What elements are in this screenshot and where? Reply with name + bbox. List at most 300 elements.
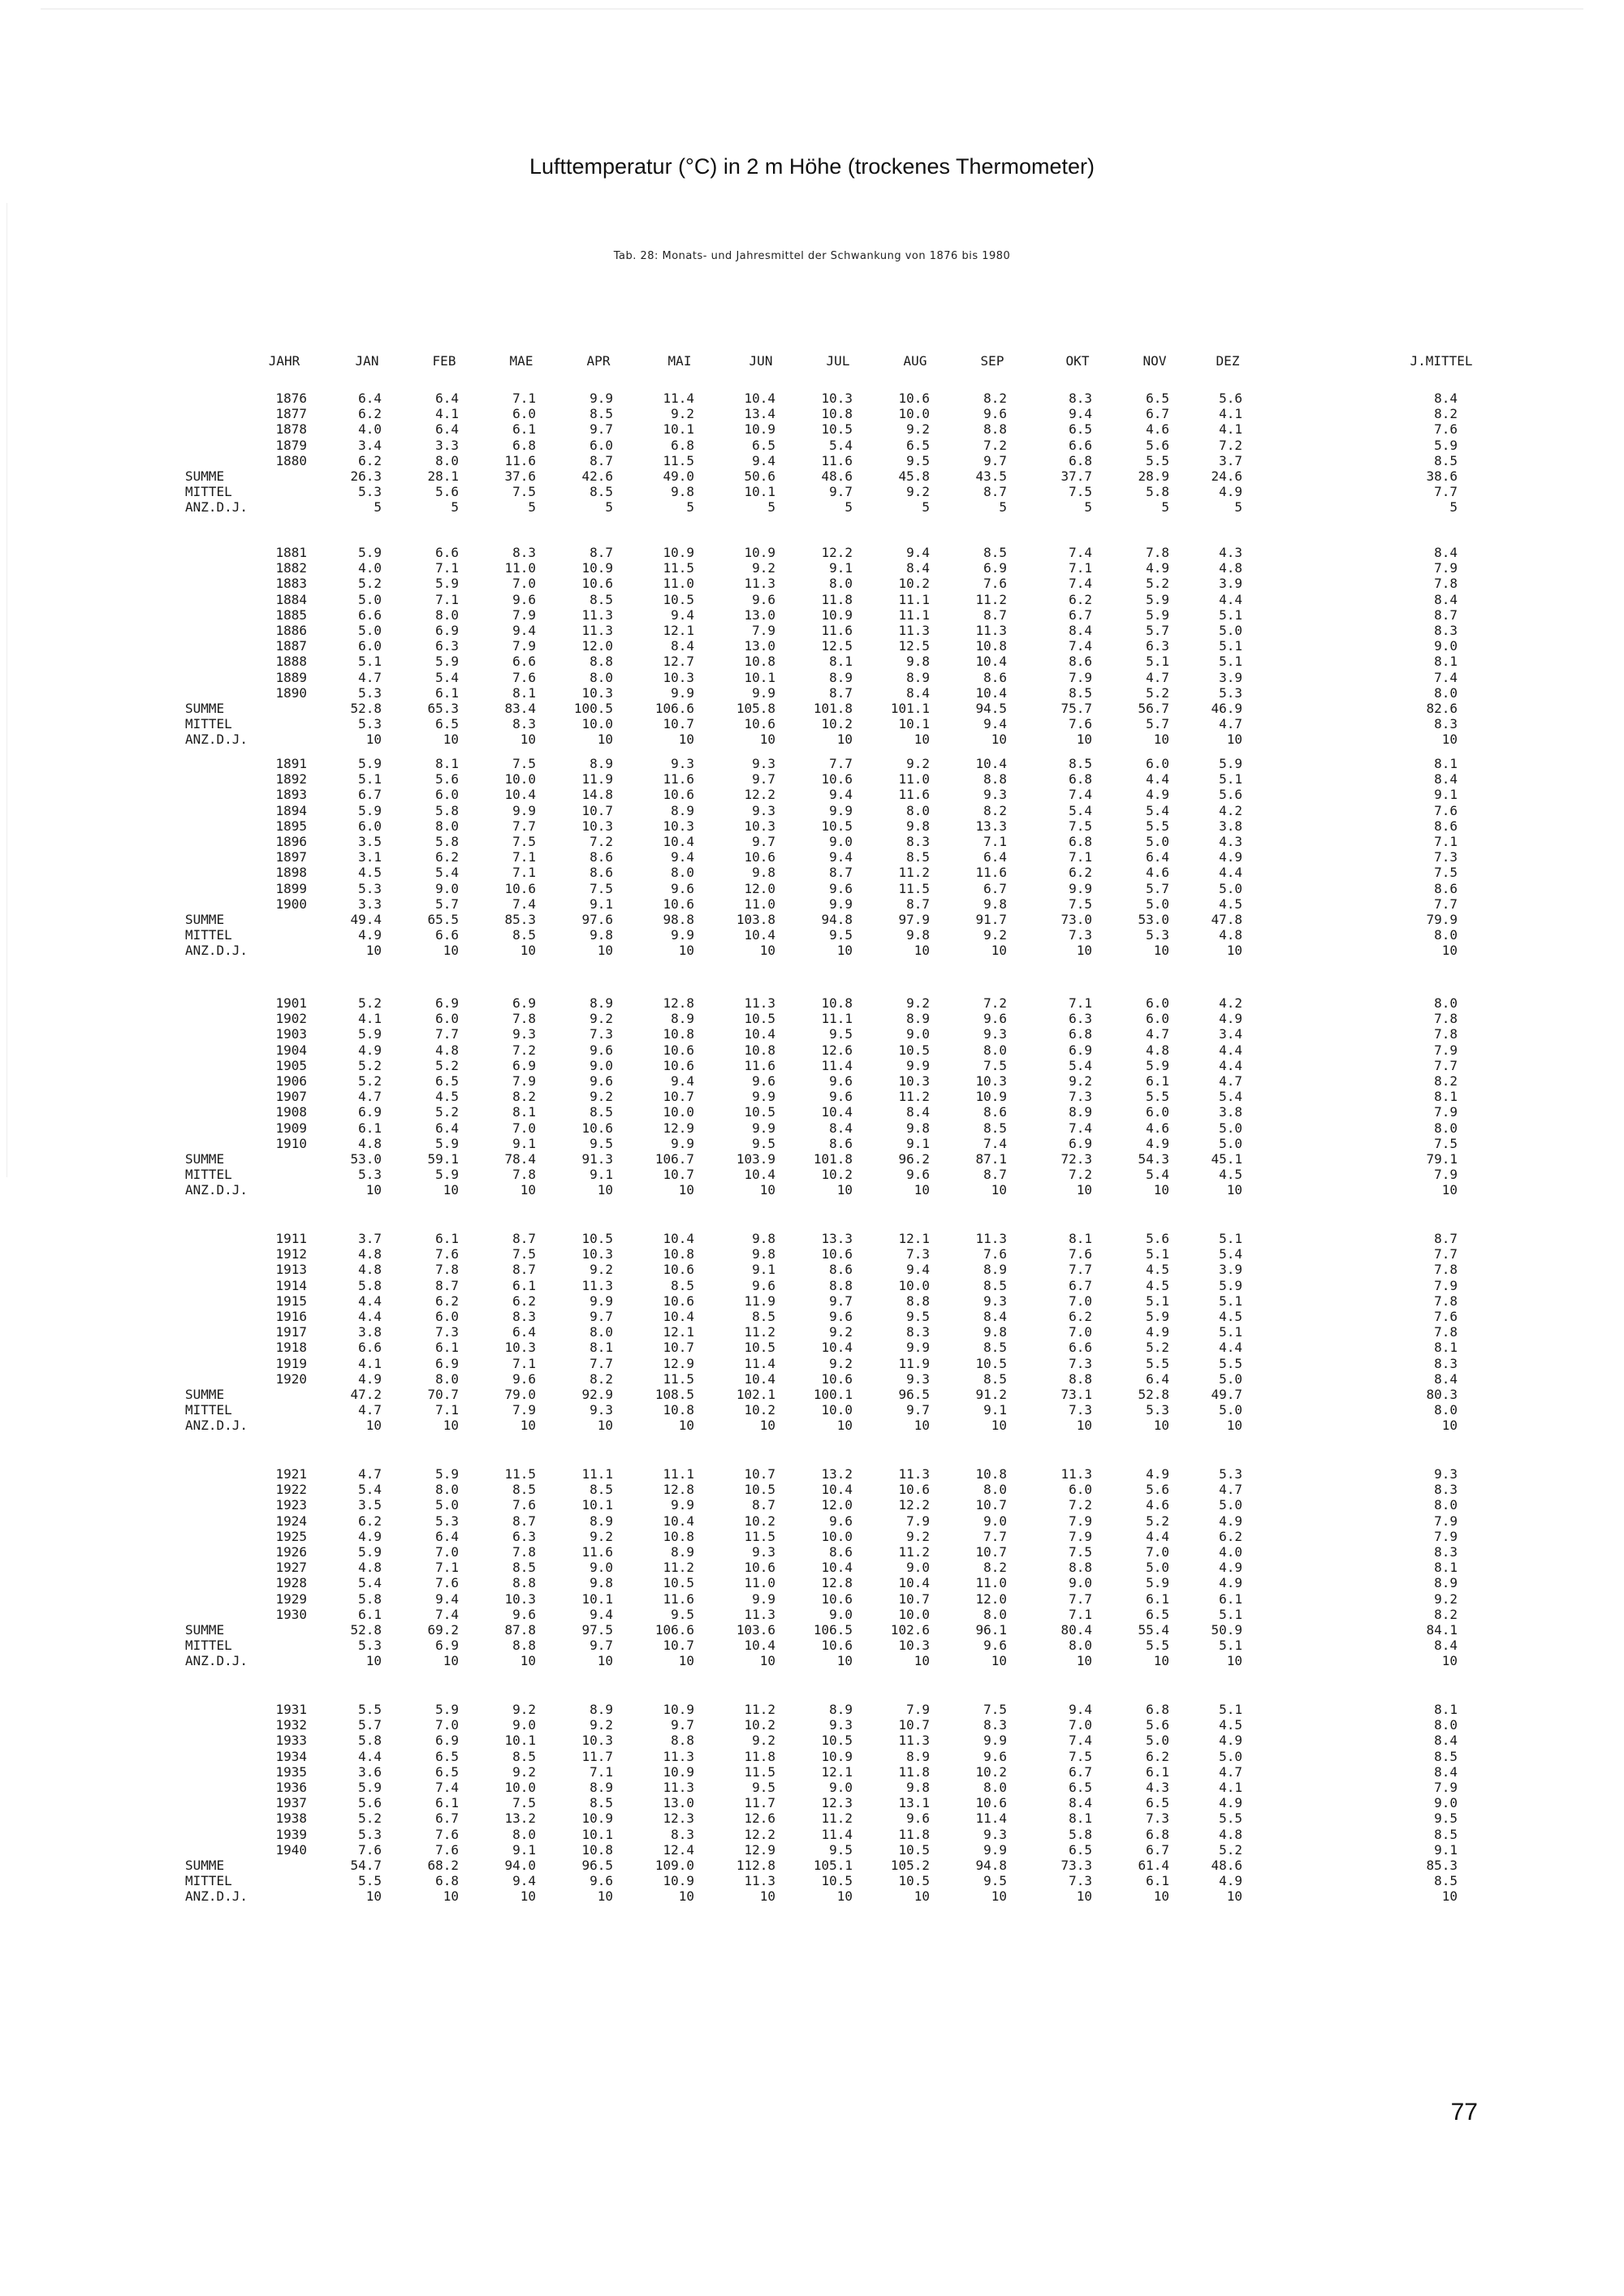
- month-value: 8.7: [590, 545, 613, 560]
- month-value: 5.9: [1146, 591, 1169, 607]
- month-value: 7.0: [435, 1544, 459, 1560]
- month-value: 7.1: [1069, 560, 1092, 576]
- month-value: 10.5: [663, 591, 694, 607]
- month-value: 8.9: [590, 995, 613, 1011]
- month-value: 8.5: [590, 1482, 613, 1498]
- month-value: 6.3: [1146, 638, 1169, 654]
- month-value: 6.7: [1069, 1763, 1092, 1780]
- table-row: [0, 544, 1624, 561]
- table-row: [0, 1103, 1624, 1120]
- month-value: 8.0: [590, 1324, 613, 1340]
- month-value: 3.4: [1219, 1026, 1242, 1042]
- month-value: 52.8: [350, 1622, 382, 1638]
- month-value: 3.5: [358, 1497, 382, 1513]
- month-value: 11.2: [663, 1560, 694, 1576]
- month-value: 5.2: [358, 1057, 382, 1073]
- month-value: 7.3: [1069, 1355, 1092, 1371]
- month-value: 7.1: [512, 1355, 536, 1371]
- month-value: 5.8: [435, 834, 459, 849]
- month-value: 11.5: [744, 1763, 775, 1780]
- year-cell: 1879: [275, 437, 307, 453]
- month-value: 11.2: [744, 1324, 775, 1340]
- month-value: 9.5: [829, 1026, 853, 1042]
- month-value: 7.5: [512, 1795, 536, 1811]
- month-value: 8.5: [590, 484, 613, 500]
- month-value: 6.4: [1146, 1370, 1169, 1387]
- month-value: 4.9: [1219, 1873, 1242, 1889]
- month-value: 4.1: [435, 406, 459, 422]
- month-value: 10.7: [663, 1167, 694, 1183]
- month-value: 7.6: [435, 1841, 459, 1858]
- month-value: 9.8: [752, 865, 775, 881]
- month-value: 9.3: [752, 756, 775, 771]
- month-value: 37.7: [1060, 468, 1092, 484]
- month-value: 12.3: [663, 1810, 694, 1827]
- month-value: 7.7: [829, 756, 853, 771]
- month-value: 4.8: [358, 1246, 382, 1262]
- annual-mean-value: 8.4: [1434, 391, 1458, 406]
- month-value: 9.4: [512, 623, 536, 638]
- month-value: 49.7: [1211, 1387, 1242, 1402]
- month-value: 12.5: [821, 638, 853, 654]
- month-value: 10: [443, 732, 459, 748]
- month-value: 10.6: [663, 1262, 694, 1278]
- month-value: 6.5: [1069, 1841, 1092, 1858]
- table-row: [0, 848, 1624, 865]
- month-value: 4.4: [1219, 865, 1242, 881]
- month-value: 53.0: [1138, 912, 1169, 927]
- month-value: 7.1: [1069, 995, 1092, 1011]
- month-value: 11.2: [975, 591, 1007, 607]
- month-value: 7.0: [435, 1717, 459, 1733]
- month-value: 8.8: [512, 1638, 536, 1654]
- annual-mean-value: 9.0: [1434, 1795, 1458, 1811]
- month-value: 10.3: [744, 818, 775, 834]
- month-value: 11.3: [663, 1748, 694, 1764]
- month-value: 7.4: [983, 1135, 1007, 1151]
- month-value: 10: [1076, 1888, 1092, 1905]
- month-value: 10: [1226, 1418, 1242, 1434]
- month-value: 9.1: [512, 1841, 536, 1858]
- month-value: 49.4: [350, 912, 382, 927]
- month-value: 5.9: [435, 1702, 459, 1717]
- month-value: 9.9: [752, 1120, 775, 1136]
- month-value: 9.0: [906, 1026, 930, 1042]
- month-value: 10: [520, 1653, 536, 1669]
- month-value: 7.4: [1069, 576, 1092, 592]
- year-cell: 1924: [275, 1513, 307, 1529]
- month-value: 7.5: [983, 1057, 1007, 1073]
- month-value: 10: [1076, 1418, 1092, 1434]
- month-value: 7.7: [983, 1528, 1007, 1544]
- table-row: [0, 1794, 1624, 1811]
- month-value: 10.6: [663, 896, 694, 912]
- month-value: 5.0: [358, 591, 382, 607]
- annual-mean-value: 8.7: [1434, 606, 1458, 623]
- month-value: 13.0: [663, 1795, 694, 1811]
- month-value: 100.5: [573, 701, 613, 716]
- month-value: 5.1: [1219, 1324, 1242, 1340]
- annual-mean-value: 8.1: [1434, 756, 1458, 771]
- table-row: [0, 1261, 1624, 1278]
- annual-mean-value: 8.3: [1434, 716, 1458, 732]
- month-value: 11.1: [663, 1466, 694, 1482]
- table-row: [0, 1481, 1624, 1498]
- year-cell: 1878: [275, 421, 307, 438]
- month-value: 12.5: [898, 638, 930, 654]
- month-value: 9.7: [671, 1717, 694, 1733]
- month-value: 7.8: [512, 1011, 536, 1027]
- month-value: 96.5: [581, 1858, 613, 1873]
- month-value: 5.9: [1146, 1575, 1169, 1591]
- month-value: 4.2: [1219, 995, 1242, 1011]
- month-value: 5.3: [435, 1513, 459, 1529]
- sum-row: [0, 1621, 1624, 1638]
- annual-mean-value: 8.4: [1434, 1733, 1458, 1749]
- month-value: 7.1: [1069, 849, 1092, 865]
- month-value: 6.1: [435, 1795, 459, 1811]
- month-value: 10.5: [821, 421, 853, 438]
- annual-mean-value: 10: [1441, 732, 1458, 748]
- month-value: 8.7: [983, 1167, 1007, 1183]
- month-value: 7.4: [1069, 787, 1092, 803]
- month-value: 5.3: [358, 716, 382, 732]
- annual-mean-value: 7.9: [1434, 1528, 1458, 1544]
- month-value: 10.4: [663, 1513, 694, 1529]
- month-value: 5.5: [358, 1702, 382, 1717]
- month-value: 10.4: [744, 1370, 775, 1387]
- month-value: 105.8: [736, 701, 775, 716]
- month-value: 105.2: [890, 1858, 930, 1873]
- month-value: 10.8: [663, 1402, 694, 1418]
- year-cell: 1876: [275, 391, 307, 406]
- month-value: 10: [991, 732, 1007, 748]
- annual-mean-value: 79.9: [1426, 912, 1458, 927]
- month-value: 6.4: [435, 421, 459, 438]
- table-row: [0, 1528, 1624, 1545]
- month-value: 4.8: [358, 1262, 382, 1278]
- month-value: 10.9: [663, 1763, 694, 1780]
- month-value: 10.1: [581, 1826, 613, 1842]
- month-value: 4.1: [1219, 421, 1242, 438]
- month-value: 10.6: [504, 880, 536, 896]
- month-value: 8.5: [983, 1370, 1007, 1387]
- month-value: 12.3: [821, 1795, 853, 1811]
- month-value: 8.0: [435, 452, 459, 468]
- table-row: [0, 390, 1624, 407]
- month-value: 6.9: [435, 1638, 459, 1654]
- month-value: 10: [1076, 943, 1092, 959]
- month-value: 6.8: [435, 1873, 459, 1889]
- month-value: 6.1: [435, 1340, 459, 1356]
- annual-mean-value: 8.1: [1434, 1340, 1458, 1356]
- month-value: 10.3: [504, 1340, 536, 1356]
- month-value: 9.8: [752, 1231, 775, 1246]
- month-value: 7.1: [435, 591, 459, 607]
- month-value: 5.9: [435, 576, 459, 592]
- month-value: 10.2: [744, 1717, 775, 1733]
- month-value: 6.1: [512, 421, 536, 438]
- month-value: 8.0: [983, 1042, 1007, 1058]
- month-value: 10.4: [975, 654, 1007, 670]
- table-row: [0, 896, 1624, 913]
- month-value: 10: [1153, 732, 1169, 748]
- month-value: 11.3: [744, 1606, 775, 1622]
- table-row: [0, 770, 1624, 788]
- month-value: 48.6: [821, 468, 853, 484]
- table-row: [0, 864, 1624, 881]
- column-header: FEB: [432, 353, 456, 369]
- year-cell: 1900: [275, 896, 307, 912]
- month-value: 10: [443, 1653, 459, 1669]
- month-value: 9.2: [752, 560, 775, 576]
- month-value: 6.7: [1069, 606, 1092, 623]
- month-value: 10.3: [581, 1733, 613, 1749]
- month-value: 8.3: [512, 545, 536, 560]
- month-value: 11.4: [975, 1810, 1007, 1827]
- month-value: 7.3: [1069, 1402, 1092, 1418]
- table-row: [0, 653, 1624, 670]
- month-value: 8.3: [512, 1309, 536, 1324]
- month-value: 7.2: [983, 995, 1007, 1011]
- month-value: 97.5: [581, 1622, 613, 1638]
- month-value: 11.6: [821, 623, 853, 638]
- month-value: 11.8: [744, 1748, 775, 1764]
- month-value: 5.1: [1219, 654, 1242, 670]
- month-value: 42.6: [581, 468, 613, 484]
- month-value: 7.5: [1069, 896, 1092, 912]
- month-value: 9.2: [906, 756, 930, 771]
- year-cell: 1927: [275, 1560, 307, 1576]
- month-value: 8.4: [671, 638, 694, 654]
- mean-row-label: MITTEL: [185, 927, 232, 943]
- month-value: 5.0: [1219, 1370, 1242, 1387]
- month-value: 83.4: [504, 701, 536, 716]
- month-value: 8.7: [435, 1277, 459, 1293]
- annual-mean-value: 8.3: [1434, 1355, 1458, 1371]
- month-value: 105.1: [813, 1858, 853, 1873]
- month-value: 5.6: [1146, 1717, 1169, 1733]
- year-cell: 1912: [275, 1246, 307, 1262]
- month-value: 4.4: [1219, 1057, 1242, 1073]
- month-value: 9.9: [671, 927, 694, 943]
- month-value: 5.1: [1219, 606, 1242, 623]
- sum-row-label: SUMME: [185, 912, 225, 927]
- month-value: 4.9: [1146, 1135, 1169, 1151]
- month-value: 10: [520, 732, 536, 748]
- month-value: 55.4: [1138, 1622, 1169, 1638]
- month-value: 5.4: [1069, 1057, 1092, 1073]
- table-row: [0, 802, 1624, 819]
- month-value: 10: [597, 1182, 613, 1198]
- month-value: 5.1: [1219, 1638, 1242, 1654]
- month-value: 12.1: [821, 1763, 853, 1780]
- month-value: 12.1: [898, 1231, 930, 1246]
- month-value: 3.8: [1219, 1104, 1242, 1120]
- month-value: 3.3: [435, 437, 459, 453]
- month-value: 5.8: [358, 1733, 382, 1749]
- month-value: 10.6: [744, 716, 775, 732]
- month-value: 10.7: [663, 1638, 694, 1654]
- month-value: 12.0: [744, 880, 775, 896]
- month-value: 87.8: [504, 1622, 536, 1638]
- month-value: 5.3: [358, 684, 382, 701]
- month-value: 10: [759, 732, 775, 748]
- annual-mean-value: 7.5: [1434, 1135, 1458, 1151]
- month-value: 11.0: [744, 896, 775, 912]
- month-value: 8.3: [1069, 391, 1092, 406]
- month-value: 10.5: [581, 1231, 613, 1246]
- month-value: 5.9: [358, 802, 382, 818]
- scan-edge-line: [41, 8, 1583, 10]
- month-value: 7.1: [512, 849, 536, 865]
- month-value: 10.3: [663, 818, 694, 834]
- table-row: [0, 1716, 1624, 1733]
- month-value: 5.1: [1219, 1702, 1242, 1717]
- month-value: 8.7: [512, 1262, 536, 1278]
- annual-mean-value: 8.4: [1434, 545, 1458, 560]
- month-value: 3.9: [1219, 669, 1242, 685]
- month-value: 10.8: [663, 1528, 694, 1544]
- month-value: 8.8: [671, 1733, 694, 1749]
- month-value: 6.3: [512, 1528, 536, 1544]
- month-value: 10.4: [663, 1231, 694, 1246]
- year-cell: 1888: [275, 654, 307, 670]
- month-value: 6.1: [1146, 1873, 1169, 1889]
- month-value: 4.8: [1219, 560, 1242, 576]
- month-value: 10: [759, 1418, 775, 1434]
- month-value: 7.9: [512, 638, 536, 654]
- month-value: 6.0: [435, 1309, 459, 1324]
- table-row: [0, 606, 1624, 624]
- annual-mean-value: 8.0: [1434, 1497, 1458, 1513]
- month-value: 10.9: [975, 1089, 1007, 1105]
- month-value: 12.8: [663, 995, 694, 1011]
- month-value: 106.6: [654, 701, 694, 716]
- month-value: 7.5: [1069, 818, 1092, 834]
- month-value: 9.4: [983, 716, 1007, 732]
- month-value: 10.3: [663, 669, 694, 685]
- column-header: MAI: [667, 353, 692, 369]
- month-value: 9.7: [590, 421, 613, 438]
- month-value: 10: [1226, 1653, 1242, 1669]
- month-value: 8.8: [1069, 1370, 1092, 1387]
- annual-mean-value: 8.4: [1434, 771, 1458, 788]
- month-value: 7.0: [1146, 1544, 1169, 1560]
- month-value: 9.5: [983, 1873, 1007, 1889]
- month-value: 8.4: [829, 1120, 853, 1136]
- year-cell: 1893: [275, 787, 307, 803]
- month-value: 4.8: [1146, 1042, 1169, 1058]
- year-cell: 1899: [275, 880, 307, 896]
- month-value: 10.2: [975, 1763, 1007, 1780]
- month-value: 10.3: [581, 818, 613, 834]
- annual-mean-value: 9.1: [1434, 787, 1458, 803]
- month-value: 11.8: [898, 1763, 930, 1780]
- month-value: 9.2: [906, 995, 930, 1011]
- month-value: 11.2: [744, 1702, 775, 1717]
- month-value: 3.8: [358, 1324, 382, 1340]
- month-value: 6.8: [1146, 1702, 1169, 1717]
- month-value: 4.4: [358, 1293, 382, 1309]
- month-value: 8.5: [590, 1104, 613, 1120]
- month-value: 6.7: [1069, 1277, 1092, 1293]
- month-value: 6.2: [358, 452, 382, 468]
- month-value: 10.4: [504, 787, 536, 803]
- table-row: [0, 1025, 1624, 1042]
- month-value: 7.4: [435, 1780, 459, 1795]
- month-value: 4.5: [1146, 1262, 1169, 1278]
- annual-mean-value: 7.3: [1434, 849, 1458, 865]
- month-value: 10.0: [898, 1277, 930, 1293]
- table-row: [0, 1732, 1624, 1749]
- annual-mean-value: 8.5: [1434, 1873, 1458, 1889]
- annual-mean-value: 7.9: [1434, 1042, 1458, 1058]
- month-value: 5.1: [1219, 638, 1242, 654]
- month-value: 52.8: [1138, 1387, 1169, 1402]
- month-value: 9.5: [906, 1309, 930, 1324]
- month-value: 96.5: [898, 1387, 930, 1402]
- month-value: 6.0: [1146, 995, 1169, 1011]
- month-value: 10.0: [504, 1780, 536, 1795]
- month-value: 6.5: [435, 1073, 459, 1089]
- month-value: 9.2: [590, 1011, 613, 1027]
- month-value: 8.9: [829, 669, 853, 685]
- month-value: 10.2: [821, 716, 853, 732]
- month-value: 10: [991, 1888, 1007, 1905]
- month-value: 9.4: [1069, 406, 1092, 422]
- month-value: 9.2: [829, 1355, 853, 1371]
- month-value: 11.9: [581, 771, 613, 788]
- table-row: [0, 1701, 1624, 1718]
- year-cell: 1905: [275, 1057, 307, 1073]
- month-value: 9.4: [906, 545, 930, 560]
- month-value: 5.1: [1219, 771, 1242, 788]
- sum-row-label: SUMME: [185, 1622, 225, 1638]
- month-value: 9.2: [512, 1702, 536, 1717]
- month-value: 5.0: [1146, 1560, 1169, 1576]
- month-value: 10.2: [744, 1402, 775, 1418]
- year-cell: 1881: [275, 545, 307, 560]
- month-value: 6.8: [512, 437, 536, 453]
- table-row: [0, 622, 1624, 639]
- year-cell: 1887: [275, 638, 307, 654]
- month-value: 6.2: [435, 1293, 459, 1309]
- month-value: 6.0: [590, 437, 613, 453]
- month-value: 9.2: [906, 484, 930, 500]
- annual-mean-value: 8.5: [1434, 452, 1458, 468]
- month-value: 9.8: [590, 1575, 613, 1591]
- month-value: 12.0: [821, 1497, 853, 1513]
- month-value: 11.1: [581, 1466, 613, 1482]
- month-value: 12.9: [744, 1841, 775, 1858]
- table-row: [0, 1763, 1624, 1780]
- annual-mean-value: 85.3: [1426, 1858, 1458, 1873]
- month-value: 94.0: [504, 1858, 536, 1873]
- month-value: 7.6: [435, 1575, 459, 1591]
- year-cell: 1910: [275, 1135, 307, 1151]
- month-value: 9.9: [671, 1497, 694, 1513]
- month-value: 9.9: [829, 896, 853, 912]
- month-value: 4.7: [1219, 1763, 1242, 1780]
- month-value: 10.8: [581, 1841, 613, 1858]
- month-value: 7.9: [906, 1702, 930, 1717]
- month-value: 10: [1226, 1888, 1242, 1905]
- month-value: 11.3: [1060, 1466, 1092, 1482]
- month-value: 10: [365, 1653, 382, 1669]
- month-value: 8.6: [829, 1262, 853, 1278]
- month-value: 5.0: [1219, 1402, 1242, 1418]
